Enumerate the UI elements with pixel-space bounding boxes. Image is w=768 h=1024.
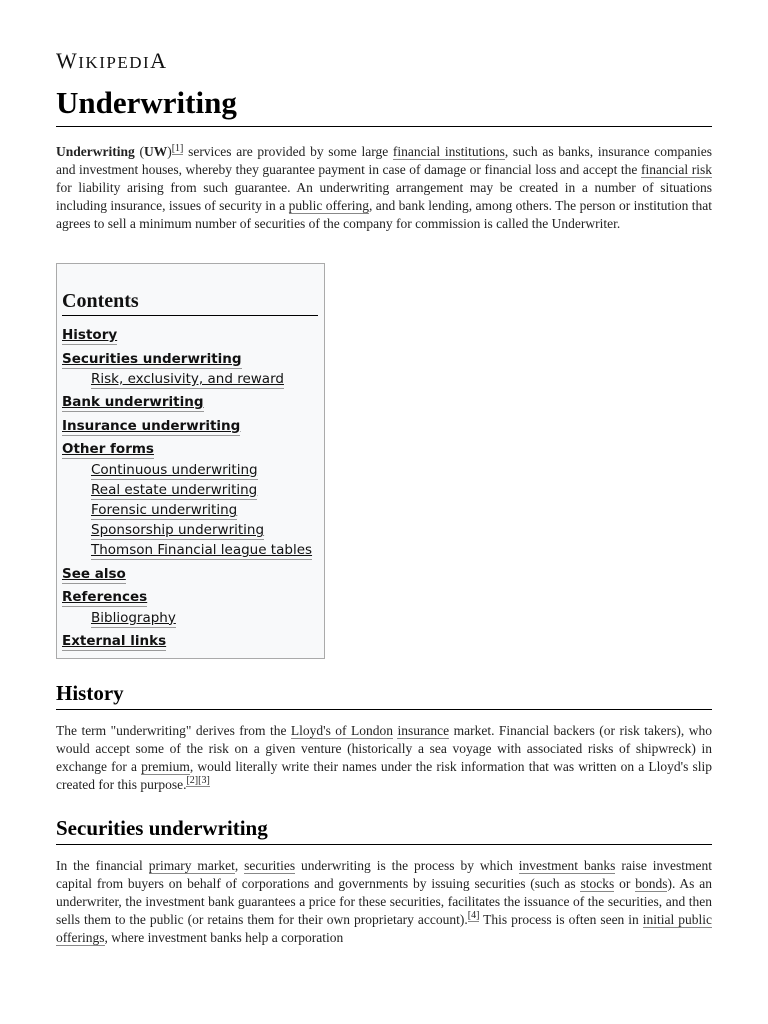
history-paragraph	[56, 722, 712, 794]
text: underwriting is the process by which	[295, 858, 519, 873]
text: for liability arising from such guarantee. An underwriting arrangement may be created in a number of situations including insurance, issues of security in a	[56, 179, 712, 213]
toc-item-link[interactable]: References	[62, 589, 148, 606]
toc-item-link[interactable]: Forensic underwriting	[91, 502, 238, 519]
section-heading-history: History	[56, 680, 712, 710]
text: market. Financial backers (or risk takers), who would accept some of the risk on a given venture (historically a sea voyage with associated risks of shipwreck) in exchange for a	[56, 723, 712, 774]
citation-3-link[interactable]: [3]	[198, 775, 210, 787]
toc-item[interactable]	[62, 607, 318, 627]
initial-public-offerings-link[interactable]: initial public offerings	[56, 911, 713, 945]
text: This process is often seen in	[479, 911, 643, 927]
public-offering-link[interactable]: public offering	[288, 197, 369, 213]
premium-link[interactable]: premium	[141, 758, 190, 774]
toc-item[interactable]	[62, 368, 318, 388]
toc-item[interactable]	[62, 412, 318, 436]
lloyds-of-london-link[interactable]: Lloyd's of London	[290, 723, 393, 738]
logo-text: IKIPEDI	[78, 53, 151, 72]
toc-item[interactable]	[62, 459, 318, 479]
text: , where investment banks help a corporation	[104, 929, 344, 945]
toc-item[interactable]	[62, 345, 318, 369]
wikipedia-logo[interactable]: WIKIPEDIA	[56, 48, 168, 73]
text: , and bank lending, among others. The person or institution that agrees to sell a minimum number of securities of the company for commission is called the Underwriter.	[56, 197, 712, 231]
toc-item-link[interactable]: Risk, exclusivity, and reward	[91, 371, 284, 387]
text: ,	[234, 858, 245, 873]
toc-item[interactable]	[62, 321, 318, 345]
toc-item[interactable]	[62, 435, 318, 459]
toc-item-link[interactable]: Continuous underwriting	[91, 461, 258, 478]
table-of-contents	[56, 263, 325, 659]
text: (	[134, 144, 144, 159]
financial-institutions-link[interactable]: financial institutions	[392, 144, 505, 159]
citation-1-link[interactable]: [1]	[171, 142, 184, 154]
text: The term "underwriting" derives from the	[56, 723, 291, 738]
toc-item-link[interactable]: Sponsorship underwriting	[91, 522, 265, 539]
toc-item[interactable]	[62, 479, 318, 499]
text: )	[167, 144, 172, 159]
financial-risk-link[interactable]: financial risk	[640, 161, 712, 177]
toc-item-link[interactable]: External links	[62, 632, 167, 649]
investment-banks-link[interactable]: investment banks	[518, 858, 616, 873]
lead-term: Underwriting	[56, 144, 135, 159]
text: In the financial	[56, 858, 149, 873]
toc-item[interactable]	[62, 539, 318, 559]
toc-item-link[interactable]: Insurance underwriting	[62, 417, 241, 434]
insurance-link[interactable]: insurance	[397, 723, 450, 738]
toc-item[interactable]	[62, 627, 318, 651]
securities-link[interactable]: securities	[244, 858, 296, 873]
toc-item-link[interactable]: Real estate underwriting	[91, 481, 258, 498]
toc-item[interactable]	[62, 519, 318, 539]
intro-paragraph	[56, 143, 712, 233]
text: ). As an underwriter, the investment bank guarantees a price for these securities, facilitates the issuance of the securities, and then sells them to the public (or retains them for their own proprietary account).	[56, 875, 713, 927]
toc-list	[62, 321, 318, 650]
toc-item[interactable]	[62, 388, 318, 412]
toc-item[interactable]	[62, 560, 318, 584]
toc-item[interactable]	[62, 499, 318, 519]
text: , such as banks, insurance companies and investment houses, whereby they guarantee payment in case of damage or financial loss and accept the	[56, 144, 712, 177]
securities-paragraph	[56, 857, 712, 947]
stocks-link[interactable]: stocks	[580, 875, 615, 891]
bonds-link[interactable]: bonds	[635, 875, 668, 891]
primary-market-link[interactable]: primary market	[148, 858, 235, 873]
page-title: Underwriting	[56, 86, 712, 127]
toc-item-link[interactable]: History	[62, 327, 118, 343]
toc-item[interactable]	[62, 583, 318, 607]
text: , would literally write their names under the risk information that was written on a Lloyd's slip created for this purpose.	[56, 758, 712, 792]
section-heading-securities-underwriting: Securities underwriting	[56, 815, 712, 845]
citation-4-link[interactable]: [4]	[467, 910, 480, 922]
text: raise investment capital from buyers on behalf of corporations and governments by issuing securities (such as	[56, 858, 712, 891]
toc-item-link[interactable]: Thomson Financial league tables	[91, 542, 313, 559]
toc-item-link[interactable]: Securities underwriting	[62, 350, 242, 367]
abbreviation: UW	[143, 144, 168, 159]
toc-item-link[interactable]: Other forms	[62, 441, 154, 458]
toc-item-link[interactable]: Bibliography	[91, 609, 176, 626]
toc-item-link[interactable]: See also	[62, 565, 126, 582]
toc-title: Contents	[62, 278, 318, 316]
text: or	[614, 875, 636, 891]
citation-2-link[interactable]: [2]	[186, 775, 199, 787]
toc-item-link[interactable]: Bank underwriting	[62, 394, 204, 411]
text: services are provided by some large	[183, 144, 393, 159]
